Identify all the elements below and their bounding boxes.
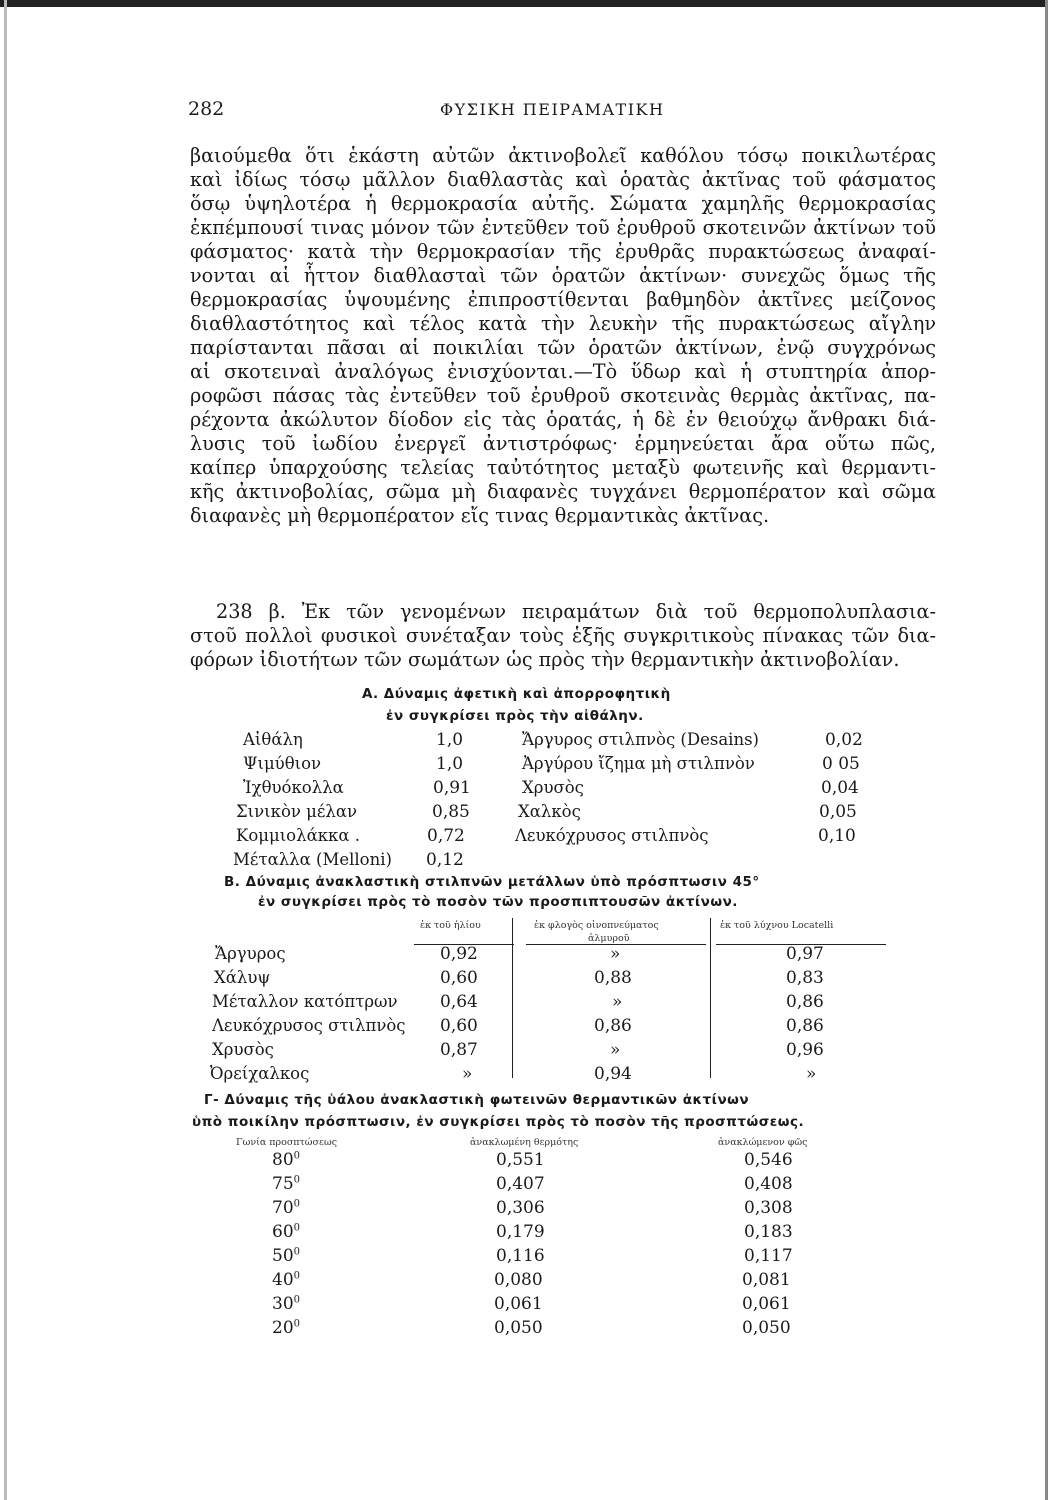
table-b-cell: 0,83	[786, 968, 824, 988]
table-c-heat: 0,306	[496, 1198, 545, 1218]
table-b-cell: »	[462, 1064, 473, 1084]
table-a-right-name: Ἄργυρος στιλπνὸς (Desains)	[522, 730, 759, 749]
text-line: ἐκπέμπουσί τινας μόνον τῶν ἐντεῦθεν τοῦ ἐρυθροῦ σκοτεινῶν ἀκτίνων τοῦ	[190, 216, 936, 239]
angle-value: 40	[272, 1270, 294, 1290]
table-b-cell: »	[612, 992, 623, 1012]
table-b-cell: 0,94	[594, 1064, 632, 1084]
table-a-right-value: 0,05	[819, 802, 857, 822]
text-line: βαιούμεθα ὅτι ἑκάστη αὐτῶν ἀκτινοβολεῖ καθόλου τόσῳ ποικιλωτέρας	[190, 144, 936, 167]
table-c-heat: 0,179	[496, 1222, 545, 1242]
table-c-light: 0,050	[742, 1318, 791, 1338]
table-b-subtitle: ἐν συγκρίσει πρὸς τὸ ποσὸν τῶν προσπιπτουσῶν ἀκτίνων.	[258, 894, 738, 910]
table-c-light: 0,183	[744, 1222, 793, 1242]
table-a-left-name: Μέταλλα (Melloni)	[233, 850, 392, 869]
table-c-light: 0,408	[744, 1174, 793, 1194]
table-c-heat: 0,407	[496, 1174, 545, 1194]
table-b-title: Β. Δύναμις ἀνακλαστικὴ στιλπνῶν μετάλλων ὑπὸ πρόσπτωσιν 45°	[224, 874, 760, 890]
table-a-title: Α. Δύναμις ἀφετικὴ καὶ ἀπορροφητικὴ	[362, 686, 671, 702]
table-c-col-header: ἀνακλώμενον φῶς	[718, 1137, 808, 1148]
table-c-heat: 0,551	[496, 1150, 545, 1170]
table-a-right-value: 0 05	[822, 754, 860, 774]
table-b-row-name: Μέταλλον κατόπτρων	[212, 992, 398, 1011]
table-b-cell: 0,92	[440, 944, 478, 964]
table-a-left-value: 1,0	[436, 754, 464, 774]
table-a-left-value: 0,12	[426, 850, 464, 870]
table-b-col-header: ἐκ τοῦ λύχνου Locatelli	[720, 920, 834, 931]
table-c-light: 0,081	[742, 1270, 791, 1290]
running-title: ΦΥΣΙΚΗ ΠΕΙΡΑΜΑΤΙΚΗ	[440, 100, 665, 119]
table-b-cell: »	[610, 944, 621, 964]
degree-sign: 0	[293, 1198, 301, 1210]
text-line: ροφῶσι πάσας τὰς ἐντεῦθεν τοῦ ἐρυθροῦ σκοτεινὰς θερμὰς ἀκτῖνας, πα-	[190, 384, 936, 407]
table-a-right-value: 0,04	[821, 778, 859, 798]
text-line: λυσις τοῦ ἰωδίου ἐνεργεῖ ἀντιστρόφως· ἑρμηνεύεται ἄρα οὕτω πῶς,	[190, 432, 936, 455]
table-b-row-name: Ὀρείχαλκος	[210, 1064, 310, 1083]
table-a-left-name: Ἰχθυόκολλα	[243, 778, 344, 797]
angle-value: 80	[272, 1150, 294, 1170]
page-number: 282	[188, 98, 225, 120]
table-b-cell: 0,87	[440, 1040, 478, 1060]
table-a-left-name: Κομμιολάκκα .	[236, 826, 360, 845]
table-a-right-value: 0,10	[818, 826, 856, 846]
text-line: φάσματος· κατὰ τὴν θερμοκρασίαν τῆς ἐρυθρᾶς πυρακτώσεως ἀναφαί-	[190, 240, 936, 263]
text-line: στοῦ πολλοὶ φυσικοὶ συνέταξαν τοὺς ἑξῆς συγκριτικοὺς πίνακας τῶν δια-	[190, 624, 936, 647]
table-b-cell: »	[610, 1040, 621, 1060]
table-a-right-value: 0,02	[825, 730, 863, 750]
angle-value: 50	[272, 1246, 294, 1266]
text-line: ὅσῳ ὑψηλοτέρα ἡ θερμοκρασία αὐτῆς. Σώματα χαμηλῆς θερμοκρασίας	[190, 192, 936, 215]
table-c-heat: 0,080	[494, 1270, 543, 1290]
table-a-left-value: 0,72	[427, 826, 465, 846]
table-a-right-name: Χαλκὸς	[518, 802, 581, 821]
angle-value: 75	[272, 1174, 294, 1194]
text-line: κῆς ἀκτινοβολίας, σῶμα μὴ διαφανὲς τυγχάνει θερμοπέρατον καὶ σῶμα	[190, 480, 936, 503]
table-b-col-header: ἐκ φλογὸς οἰνοπνεύματος	[534, 920, 659, 931]
degree-sign: 0	[293, 1246, 301, 1258]
text-line: παρίστανται πᾶσαι αἱ ποικιλίαι τῶν ὁρατῶν ἀκτίνων, ἐνῷ συγχρόνως	[190, 336, 936, 359]
table-c-angle	[272, 1294, 300, 1314]
table-c-angle	[272, 1150, 300, 1170]
table-b-cell: 0,97	[786, 944, 824, 964]
table-c-angle	[272, 1222, 300, 1242]
table-b-column-divider	[710, 918, 711, 1078]
angle-value: 20	[272, 1318, 294, 1338]
degree-sign: 0	[293, 1294, 301, 1306]
text-line: θερμοκρασίας ὑψουμένης ἐπιπροστίθενται βαθμηδὸν ἀκτῖνες μείζονος	[190, 288, 936, 311]
table-b-col-header: ἐκ τοῦ ἡλίου	[420, 920, 481, 931]
table-a-subtitle: ἐν συγκρίσει πρὸς τὴν αἰθάλην.	[386, 708, 644, 724]
table-c-light: 0,061	[742, 1294, 791, 1314]
table-a-left-name: Σινικὸν μέλαν	[236, 802, 358, 821]
table-b-cell: 0,86	[786, 992, 824, 1012]
table-b-column-divider	[512, 918, 513, 1078]
table-a-left-name: Αἰθάλη	[243, 730, 303, 749]
table-a-left-name: Ψιμύθιον	[243, 754, 322, 773]
table-a-left-value: 0,85	[432, 802, 470, 822]
table-b-cell: 0,64	[440, 992, 478, 1012]
table-b-row-name: Χρυσὸς	[212, 1040, 274, 1059]
table-c-col-header: ἀνακλωμένη θερμότης	[470, 1137, 579, 1148]
table-a-left-value: 1,0	[436, 730, 464, 750]
table-c-angle	[272, 1270, 300, 1290]
degree-sign: 0	[293, 1270, 301, 1282]
table-a-left-value: 0,91	[433, 778, 471, 798]
table-b-row-name: Χάλυψ	[214, 968, 271, 987]
section-heading-line: 238 β. Ἐκ τῶν γενομένων πειραμάτων διὰ τοῦ θερμοπολυπλασια-	[216, 600, 936, 623]
scan-top-border	[0, 0, 1048, 7]
table-c-heat: 0,116	[496, 1246, 545, 1266]
text-line: φόρων ἰδιοτήτων τῶν σωμάτων ὡς πρὸς τὴν θερμαντικὴν ἀκτινοβολίαν.	[190, 648, 900, 671]
table-c-angle	[272, 1318, 300, 1338]
degree-sign: 0	[293, 1150, 301, 1162]
degree-sign: 0	[293, 1318, 301, 1330]
table-b-row-name: Λευκόχρυσος στιλπνὸς	[212, 1016, 406, 1035]
table-c-heat: 0,050	[494, 1318, 543, 1338]
table-c-subtitle: ὑπὸ ποικίλην πρόσπτωσιν, ἐν συγκρίσει πρὸς τὸ ποσὸν τῆς προσπτώσεως.	[192, 1114, 805, 1130]
table-c-light: 0,308	[744, 1198, 793, 1218]
text-line: καίπερ ὑπαρχούσης τελείας ταὐτότητος μεταξὺ φωτεινῆς καὶ θερμαντι-	[190, 456, 936, 479]
degree-sign: 0	[293, 1174, 301, 1186]
table-c-heat: 0,061	[494, 1294, 543, 1314]
text-line: καὶ ἰδίως τόσῳ μᾶλλον διαθλαστὰς καὶ ὁρατὰς ἀκτῖνας τοῦ φάσματος	[190, 168, 936, 191]
table-b-row-name: Ἄργυρος	[215, 944, 286, 963]
table-a-right-name: Ἀργύρου ἴζημα μὴ στιλπνὸν	[522, 754, 755, 773]
table-c-angle	[272, 1246, 300, 1266]
table-b-cell: 0,86	[786, 1016, 824, 1036]
table-b-cell: »	[806, 1064, 817, 1084]
text-line: ρέχοντα ἀκώλυτον δίοδον εἰς τὰς ὁρατάς, ἡ δὲ ἐν θειούχῳ ἄνθρακι διά-	[190, 408, 936, 431]
table-a-right-name: Λευκόχρυσος στιλπνὸς	[515, 826, 709, 845]
table-c-light: 0,117	[744, 1246, 793, 1266]
table-b-cell: 0,96	[786, 1040, 824, 1060]
table-b-cell: 0,60	[440, 968, 478, 988]
table-c-light: 0,546	[744, 1150, 793, 1170]
text-line: διαθλαστότητος καὶ τέλος κατὰ τὴν λευκὴν τῆς πυρακτώσεως αἴγλην	[190, 312, 936, 335]
table-b-cell: 0,88	[594, 968, 632, 988]
scan-left-edge	[4, 0, 7, 1500]
table-c-angle	[272, 1174, 300, 1194]
table-b-col-header: ἁλμυροῦ	[588, 933, 630, 944]
table-c-title: Γ- Δύναμις τῆς ὑάλου ἀνακλαστικὴ φωτεινῶν θερμαντικῶν ἀκτίνων	[204, 1092, 750, 1108]
text-line: διαφανὲς μὴ θερμοπέρατον εἴς τινας θερμαντικὰς ἀκτῖνας.	[190, 504, 770, 527]
table-a-right-name: Χρυσὸς	[522, 778, 584, 797]
table-b-cell: 0,86	[594, 1016, 632, 1036]
angle-value: 30	[272, 1294, 294, 1314]
degree-sign: 0	[293, 1222, 301, 1234]
paragraph-2	[190, 600, 936, 672]
table-c-col-header: Γωνία προσπτώσεως	[236, 1137, 338, 1148]
table-b-cell: 0,60	[440, 1016, 478, 1036]
text-line: αἱ σκοτειναὶ ἀναλόγως ἐνισχύονται.—Τὸ ὕδωρ καὶ ἡ στυπτηρία ἀπορ-	[190, 360, 936, 383]
table-c-angle	[272, 1198, 300, 1218]
angle-value: 70	[272, 1198, 294, 1218]
text-line: νονται αἱ ἧττον διαθλασταὶ τῶν ὁρατῶν ἀκτίνων· συνεχῶς ὅμως τῆς	[190, 264, 936, 287]
angle-value: 60	[272, 1222, 294, 1242]
paragraph-1	[190, 144, 936, 528]
